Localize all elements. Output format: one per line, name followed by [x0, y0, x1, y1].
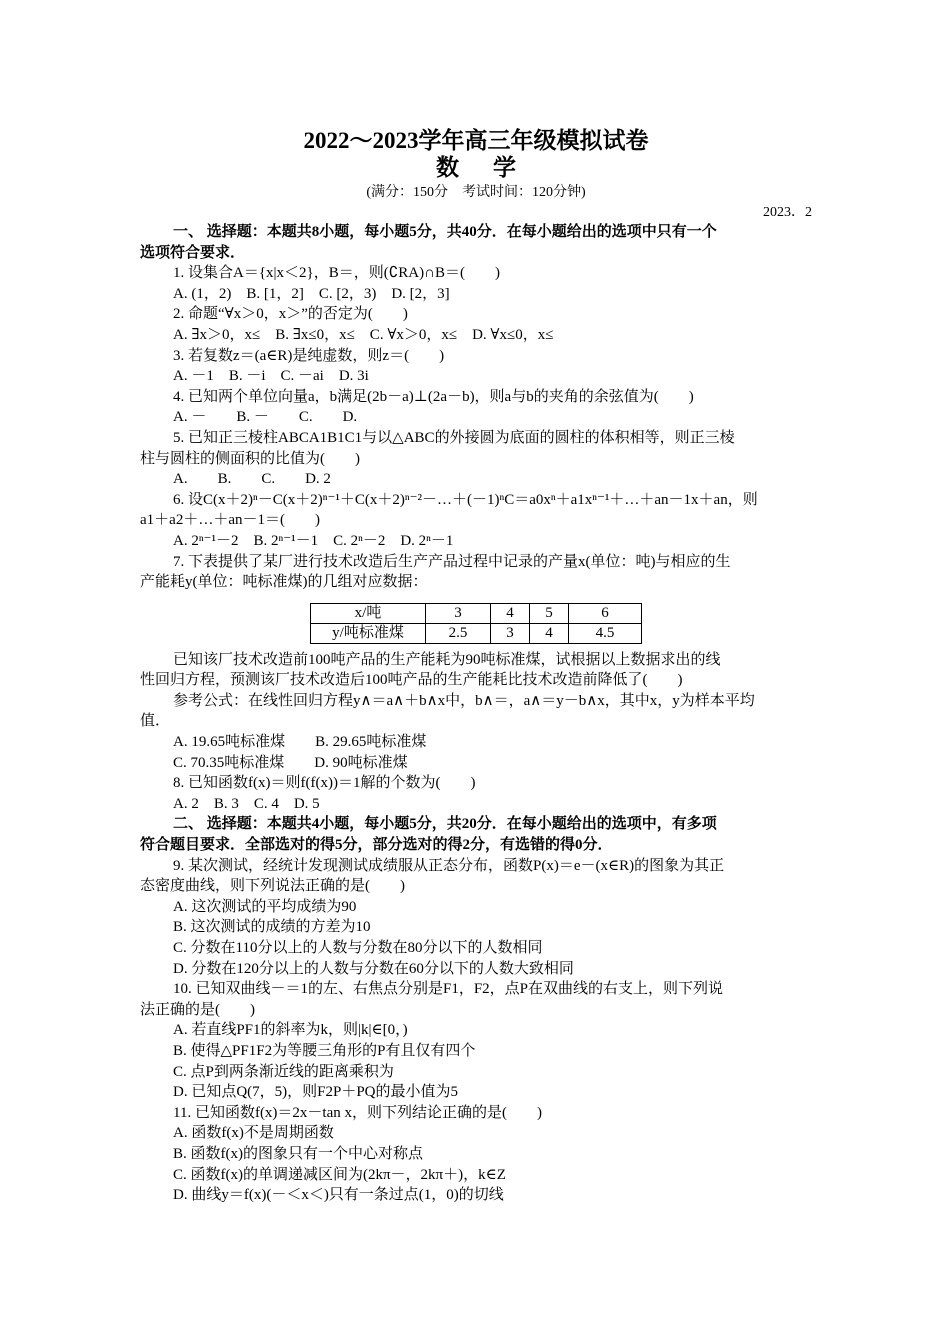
exam-page	[140, 128, 812, 1206]
text-line: 选项符合要求．	[140, 244, 246, 261]
text-line: A. B. C. D. 2	[173, 471, 331, 488]
text-line: D. 分数在120分以上的人数与分数在60分以下的人数大致相同	[173, 960, 574, 977]
table-cell: 3	[426, 603, 491, 623]
data-table	[310, 603, 642, 644]
text-line: 4. 已知两个单位向量a，b满足(2b－a)⊥(2a－b)，则a与b的夹角的余弦值为( )	[173, 388, 694, 405]
text-line: A. 2ⁿ⁻¹－2 B. 2ⁿ⁻¹－1 C. 2ⁿ－2 D. 2ⁿ－1	[173, 532, 454, 549]
text-line: A. －1 B. －i C. －ai D. 3i	[173, 368, 369, 385]
table-cell: 5	[530, 603, 569, 623]
text-line: 已知该厂技术改造前100吨产品的生产能耗为90吨标准煤，试根据以上数据求出的线	[173, 651, 721, 668]
table-cell: 4.5	[569, 623, 642, 643]
text-line: 一、 选择题：本题共8小题，每小题5分，共40分．在每小题给出的选项中只有一个	[173, 224, 717, 240]
text-line: 5. 已知正三棱柱ABCA1B1C1与以△ABC的外接圆为底面的圆柱的体积相等，则正三棱	[173, 429, 735, 446]
text-line: 11. 已知函数f(x)＝2x－tan x，则下列结论正确的是( )	[173, 1104, 542, 1121]
text-line: 1. 设集合A＝{x|x＜2}，B＝，则(∁RA)∩B＝( )	[173, 265, 500, 282]
text-line: A. ∃x＞0，x≤ B. ∃x≤0，x≤ C. ∀x＞0，x≤ D. ∀x≤0，x≤	[173, 326, 554, 343]
text-line: C. 函数f(x)的单调递减区间为(2kπ－，2kπ＋)，k∈Z	[173, 1166, 506, 1183]
text-line: D. 曲线y＝f(x)(－＜x＜)只有一条过点(1，0)的切线	[173, 1187, 504, 1204]
text-line: 6. 设C(x＋2)ⁿ－C(x＋2)ⁿ⁻¹＋C(x＋2)ⁿ⁻²－…＋(－1)ⁿC＝a0xⁿ＋a1xⁿ⁻¹＋…＋an－1x＋an，则	[173, 491, 758, 508]
text-line: C. 分数在110分以上的人数与分数在80分以下的人数相同	[173, 940, 543, 956]
text-line: A. 2 B. 3 C. 4 D. 5	[173, 795, 320, 812]
text-line: D. 已知点Q(7，5)，则F2P＋PQ的最小值为5	[173, 1084, 459, 1101]
text-line: A. 若直线PF1的斜率为k，则|k|∈[0，)	[173, 1022, 408, 1039]
table-row	[311, 623, 642, 643]
subject-title: 数学	[436, 155, 550, 180]
table-header-y: y/吨标准煤	[311, 623, 426, 643]
table-cell: 4	[491, 603, 530, 623]
data-table-wrap	[140, 603, 812, 644]
table-cell: 6	[569, 603, 642, 623]
text-line: A. (1，2) B. [1，2] C. [2，3) D. [2，3]	[173, 285, 450, 302]
text-line: 法正确的是( )	[140, 1001, 255, 1018]
text-line: 7. 下表提供了某厂进行技术改造后生产产品过程中记录的产量x(单位：吨)与相应的生	[173, 553, 731, 570]
text-line: 9. 某次测试，经统计发现测试成绩服从正态分布，函数P(x)＝e－(x∈R)的图象为其正	[173, 857, 725, 874]
table-cell: 4	[530, 623, 569, 643]
questions-block-1	[140, 222, 812, 593]
text-line: 性回归方程，预测该厂技术改造后100吨产品的生产能耗比技术改造前降低了( )	[140, 672, 683, 689]
table-row	[311, 603, 642, 623]
text-line: 10. 已知双曲线－＝1的左、右焦点分别是F1，F2，点P在双曲线的右支上，则下列说	[173, 981, 724, 998]
text-line: 二、 选择题：本题共4小题，每小题5分，共20分．在每小题给出的选项中，有多项	[173, 816, 717, 833]
text-line: B. 使得△PF1F2为等腰三角形的P有且仅有四个	[173, 1042, 476, 1059]
text-line: A. 19.65吨标准煤 B. 29.65吨标准煤	[173, 734, 427, 751]
text-line: 参考公式：在线性回归方程y∧＝a∧＋b∧x中，b∧＝，a∧＝y－b∧x，其中x，y为样本平均	[173, 692, 755, 709]
table-header-x: x/吨	[311, 603, 426, 623]
table-cell: 3	[491, 623, 530, 643]
text-line: A. 函数f(x)不是周期函数	[173, 1125, 334, 1142]
text-line: 柱与圆柱的侧面积的比值为( )	[140, 450, 360, 467]
text-line: a1＋a2＋…＋an－1＝( )	[140, 512, 320, 529]
text-line: 3. 若复数z＝(a∈R)是纯虚数，则z＝( )	[173, 347, 445, 364]
text-line: B. 这次测试的成绩的方差为10	[173, 919, 371, 936]
score-info: (满分：150分 考试时间：120分钟)	[366, 185, 586, 200]
text-line: A. 这次测试的平均成绩为90	[173, 898, 357, 915]
text-line: A. － B. － C. D.	[173, 409, 358, 426]
text-line: C. 点P到两条渐近线的距离乘积为	[173, 1063, 394, 1080]
text-line: B. 函数f(x)的图象只有一个中心对称点	[173, 1145, 423, 1162]
questions-block-2	[140, 650, 812, 1206]
exam-date: 2023．2	[763, 205, 812, 220]
text-line: 8. 已知函数f(x)＝则f(f(x))＝1解的个数为( )	[173, 775, 476, 792]
text-line: C. 70.35吨标准煤 D. 90吨标准煤	[173, 754, 408, 771]
table-cell: 2.5	[426, 623, 491, 643]
text-line: 2. 命题“∀x＞0，x＞”的否定为( )	[173, 306, 408, 323]
text-line: 产能耗y(单位：吨标准煤)的几组对应数据：	[140, 574, 428, 591]
text-line: 符合题目要求．全部选对的得5分，部分选对的得2分，有选错的得0分．	[140, 837, 613, 854]
text-line: 态密度曲线，则下列说法正确的是( )	[140, 878, 405, 895]
exam-title: 2022～2023学年高三年级模拟试卷	[303, 128, 649, 153]
text-line: 值．	[140, 713, 171, 730]
